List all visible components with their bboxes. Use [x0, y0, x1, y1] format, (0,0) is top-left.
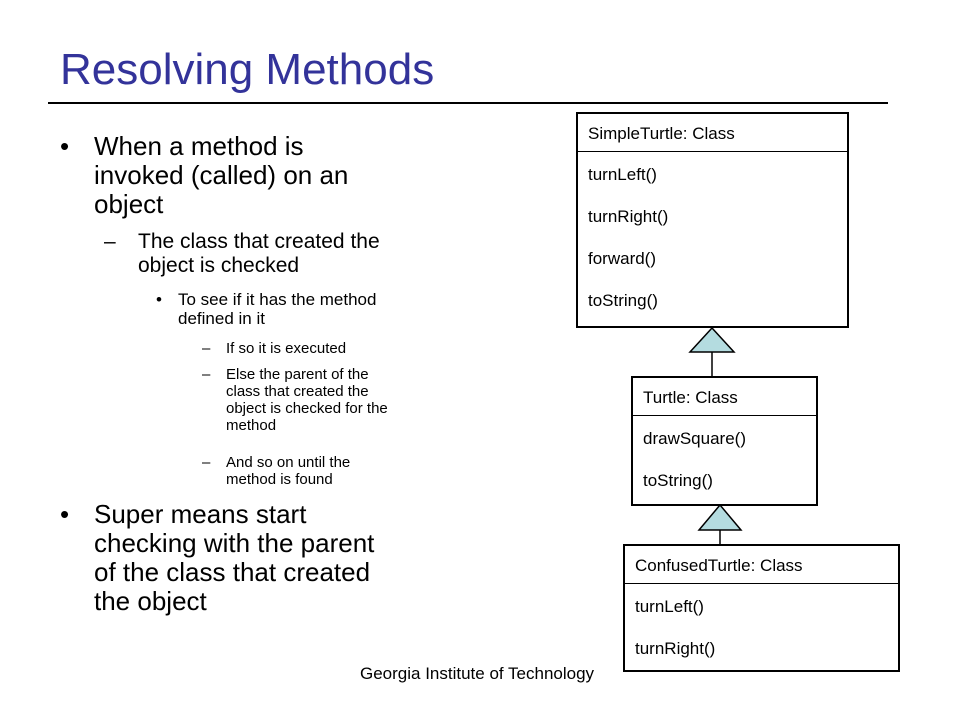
- class-name: Turtle: Class: [633, 378, 816, 416]
- bullet-line: Else the parent of the: [226, 366, 369, 383]
- class-method: turnLeft(): [635, 597, 704, 616]
- bullet-marker: –: [104, 230, 116, 253]
- slide-footer: Georgia Institute of Technology: [360, 664, 595, 683]
- inheritance-arrow: [699, 505, 741, 530]
- bullet-line: When a method is: [94, 131, 304, 161]
- bullet-line: method is found: [226, 471, 333, 488]
- bullet-line: object is checked for the: [226, 400, 388, 417]
- bullet-line: class that created the: [226, 383, 369, 400]
- bullet-line: the object: [94, 586, 207, 616]
- bullet-line: And so on until the: [226, 454, 351, 471]
- bullet-line: If so it is executed: [226, 340, 347, 357]
- bullet-line: To see if it has the method: [178, 290, 377, 309]
- class-method: toString(): [643, 471, 713, 490]
- bullet-marker: –: [202, 366, 211, 383]
- bullet-line: invoked (called) on an: [94, 160, 349, 190]
- class-method: turnRight(): [588, 207, 669, 226]
- bullet-marker: •: [60, 131, 70, 161]
- bullet-line: object: [94, 189, 164, 219]
- class-method: drawSquare(): [643, 429, 746, 448]
- class-method: toString(): [588, 291, 658, 310]
- bullet-line: Super means start: [94, 499, 307, 529]
- class-method: turnLeft(): [588, 165, 657, 184]
- bullet-line: checking with the parent: [94, 528, 375, 558]
- class-method: turnRight(): [635, 639, 716, 658]
- slide-title: Resolving Methods: [60, 45, 435, 94]
- class-box-confusedturtle: [623, 544, 900, 672]
- inheritance-arrow: [690, 328, 734, 352]
- class-method: forward(): [588, 249, 657, 268]
- bullet-line: The class that created the: [138, 230, 380, 253]
- class-name: ConfusedTurtle: Class: [625, 546, 898, 584]
- bullet-line: defined in it: [178, 309, 265, 328]
- bullet-marker: –: [202, 340, 211, 357]
- bullet-marker: •: [60, 499, 70, 529]
- bullet-line: of the class that created: [94, 557, 371, 587]
- class-name: SimpleTurtle: Class: [578, 114, 847, 152]
- bullet-line: object is checked: [138, 254, 300, 277]
- bullet-marker: –: [202, 454, 211, 471]
- class-box-simpleturtle: [576, 112, 849, 328]
- class-box-turtle: [631, 376, 818, 506]
- bullet-line: method: [226, 417, 277, 434]
- bullet-marker: •: [156, 290, 162, 309]
